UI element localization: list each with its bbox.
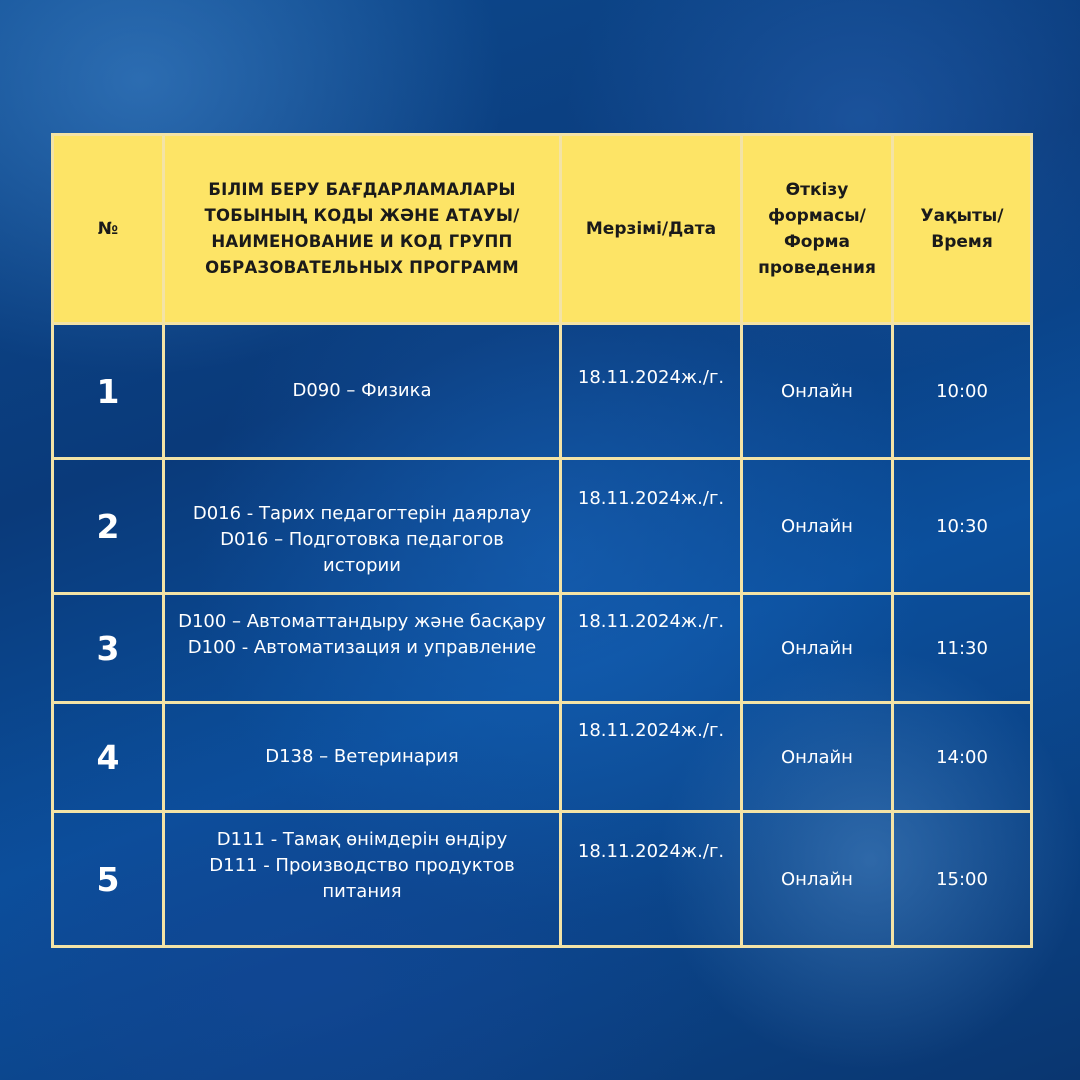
header-program-line: ОБРАЗОВАТЕЛЬНЫХ ПРОГРАММ — [205, 258, 519, 277]
header-program-line: НАИМЕНОВАНИЕ И КОД ГРУПП — [211, 232, 513, 251]
row-date: 18.11.2024ж./г. — [561, 459, 742, 594]
header-form — [742, 135, 893, 324]
row-time: 10:30 — [893, 459, 1032, 594]
header-number: № — [53, 135, 164, 324]
row-date: 18.11.2024ж./г. — [561, 594, 742, 703]
schedule-table-container — [51, 133, 1030, 945]
program-line: D111 - Тамақ өнімдерін өндіру — [216, 829, 508, 850]
row-time: 10:00 — [893, 324, 1032, 459]
row-form: Онлайн — [742, 703, 893, 812]
row-number: 4 — [53, 703, 164, 812]
row-program — [164, 594, 561, 703]
table-row — [53, 812, 1032, 947]
table-row — [53, 594, 1032, 703]
header-form-line: Өткізу — [785, 180, 849, 200]
program-line: D100 – Автоматтандыру және басқару — [178, 611, 546, 632]
program-line: D111 - Производство продуктов — [209, 855, 515, 876]
schedule-table — [51, 133, 1033, 948]
row-number: 1 — [53, 324, 164, 459]
row-number: 2 — [53, 459, 164, 594]
row-date: 18.11.2024ж./г. — [561, 324, 742, 459]
row-time: 14:00 — [893, 703, 1032, 812]
header-time — [893, 135, 1032, 324]
program-line: D100 - Автоматизация и управление — [187, 637, 537, 658]
header-form-line: Форма — [783, 232, 851, 252]
header-time-line: Уақыты/ — [920, 206, 1004, 226]
program-line: D138 – Ветеринария — [265, 746, 459, 767]
row-date: 18.11.2024ж./г. — [561, 812, 742, 947]
row-program — [164, 703, 561, 812]
row-number: 3 — [53, 594, 164, 703]
row-form: Онлайн — [742, 459, 893, 594]
row-time: 11:30 — [893, 594, 1032, 703]
row-form: Онлайн — [742, 594, 893, 703]
header-program — [164, 135, 561, 324]
row-program — [164, 812, 561, 947]
program-line: D016 – Подготовка педагогов — [220, 529, 504, 550]
table-row — [53, 703, 1032, 812]
row-time: 15:00 — [893, 812, 1032, 947]
header-row — [53, 135, 1032, 324]
program-line: D090 – Физика — [292, 380, 432, 401]
program-line: питания — [322, 881, 402, 902]
header-form-line: формасы/ — [768, 206, 866, 226]
row-form: Онлайн — [742, 324, 893, 459]
row-number: 5 — [53, 812, 164, 947]
header-date: Мерзімі/Дата — [561, 135, 742, 324]
program-line: истории — [323, 555, 401, 576]
program-line: D016 - Тарих педагогтерін даярлау — [192, 503, 532, 524]
table-row — [53, 324, 1032, 459]
row-form: Онлайн — [742, 812, 893, 947]
row-program — [164, 324, 561, 459]
header-program-line: ТОБЫНЫҢ КОДЫ ЖӘНЕ АТАУЫ/ — [204, 206, 520, 225]
row-program — [164, 459, 561, 594]
header-program-line: БІЛІМ БЕРУ БАҒДАРЛАМАЛАРЫ — [208, 180, 516, 199]
table-row — [53, 459, 1032, 594]
header-form-line: проведения — [758, 258, 876, 278]
row-date: 18.11.2024ж./г. — [561, 703, 742, 812]
header-time-line: Время — [931, 232, 993, 252]
